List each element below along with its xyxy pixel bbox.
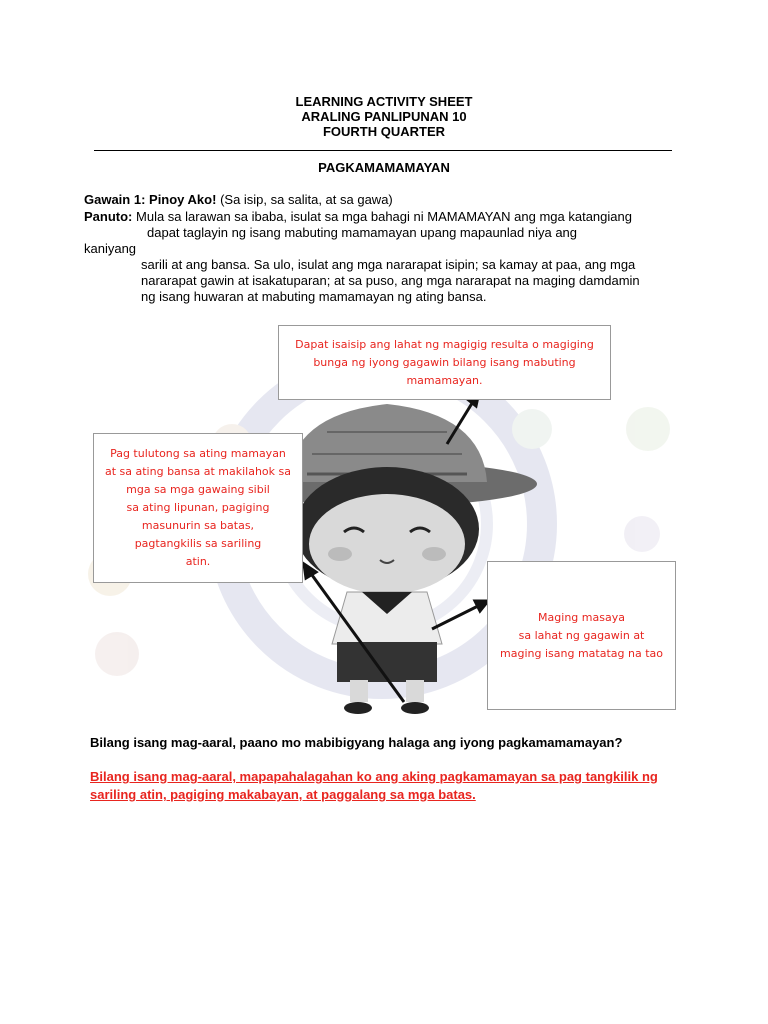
header-line-1: LEARNING ACTIVITY SHEET	[295, 94, 473, 109]
question: Bilang isang mag-aaral, paano mo mabibigyang halaga ang iyong pagkamamamayan?	[90, 735, 623, 750]
instructions-line-2: dapat taglayin ng isang mabuting mamamayan upang mapaunlad niya ang	[147, 225, 578, 240]
callout-heart: Maging masaya sa lahat ng gagawin at maging isang matatag na tao	[487, 561, 676, 710]
face	[309, 494, 465, 594]
activity-title	[84, 192, 393, 207]
instructions	[84, 209, 684, 305]
section-title: PAGKAMAMAMAYAN	[318, 160, 450, 175]
header-line-2: ARALING PANLIPUNAN 10	[301, 109, 467, 124]
header-line-3: FOURTH QUARTER	[322, 124, 446, 139]
instructions-line-3: kaniyang	[84, 241, 137, 256]
instructions-line-6: ng isang huwaran at mabuting mamamayan ng ating bansa.	[141, 289, 487, 304]
instructions-label: Panuto:	[84, 209, 133, 224]
instructions-line-4: sarili at ang bansa. Sa ulo, isulat ang mga nararapat isipin; sa kamay at paa, ang mga	[141, 257, 636, 272]
header-divider	[94, 150, 672, 151]
answer: Bilang isang mag-aaral, mapapahalagahan ko ang aking pagkamamayan sa pag tangkilik ng sariling atin, pagiging makabayan, at paggalang sa mga batas.	[90, 769, 658, 802]
callout-head: Dapat isaisip ang lahat ng magigig resulta o magiging bunga ng iyong gagawin bilang isang mabuting mamamayan.	[278, 325, 611, 400]
callout-hands: Pag tulutong sa ating mamayan at sa ating bansa at makilahok sa mga sa mga gawaing sibil sa ating lipunan, pagiging masunurin sa batas, pagtangkilis sa sariling atin.	[93, 433, 303, 583]
instructions-line-5: nararapat gawin at isakatuparan; at sa puso, ang mga nararapat na maging damdamin	[141, 273, 640, 288]
instructions-line-1: Mula sa larawan sa ibaba, isulat sa mga bahagi ni MAMAMAYAN ang mga katangiang	[136, 209, 632, 224]
activity-label: Gawain 1: Pinoy Ako!	[84, 192, 217, 207]
activity-subtitle: (Sa isip, sa salita, at sa gawa)	[220, 192, 393, 207]
sheet-header	[0, 94, 768, 139]
